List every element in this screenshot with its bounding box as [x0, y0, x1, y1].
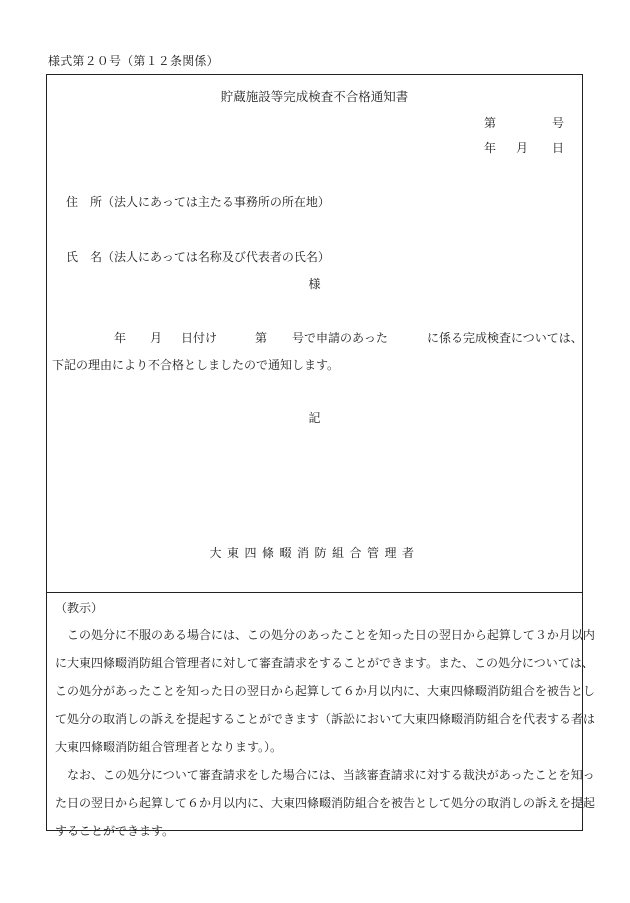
body-month: 月 [150, 331, 163, 345]
date-year: 年 [484, 141, 497, 155]
notice-line: て処分の取消しの訴えを提起することができます（訴訟において大東四條畷消防組合を代表する者は [55, 712, 596, 726]
notice-line: この処分があったことを知った日の翌日から起算して６か月以内に、大東四條畷消防組合を被告とし [55, 684, 595, 698]
body-no: 第 [255, 331, 268, 345]
date-day: 日 [552, 141, 565, 155]
address-label: 住 所（法人にあっては主たる事務所の所在地） [66, 195, 330, 209]
body-line-2: 下記の理由により不合格としましたので通知します。 [52, 358, 340, 372]
body-year: 年 [114, 331, 127, 345]
section-divider [47, 592, 582, 593]
notice-line: この処分に不服のある場合には、この処分のあったことを知った日の翌日から起算して３か月以内 [55, 628, 595, 642]
name-label: 氏 名（法人にあっては名称及び代表者の氏名） [66, 250, 330, 264]
notice-line: た日の翌日から起算して６か月以内に、大東四條畷消防組合を被告として処分の取消しの訴えを提起 [55, 796, 596, 810]
number-suffix: 号 [552, 116, 565, 130]
body-applied: 号で申請のあった [292, 331, 388, 345]
date-month: 月 [516, 141, 529, 155]
body-dated: 日付け [181, 331, 218, 345]
notice-line: することができます。 [55, 824, 175, 838]
ki-heading: 記 [308, 411, 321, 425]
form-number: 様式第２０号（第１２条関係） [48, 54, 219, 68]
notice-line: なお、この処分について審査請求をした場合には、当該審査請求に対する裁決があったことを知っ [55, 768, 595, 782]
notice-line: 大東四條畷消防組合管理者となります。）。 [55, 740, 283, 754]
body-regarding: に係る完成検査については、 [427, 331, 583, 345]
notice-heading: （教示） [55, 601, 104, 615]
document-title: 貯蔵施設等完成検査不合格通知書 [220, 89, 409, 104]
document-frame [46, 74, 596, 838]
notice-line: に大東四條畷消防組合管理者に対して審査請求をすることができます。また、この処分については、 [55, 656, 594, 670]
number-prefix: 第 [484, 116, 497, 130]
honorific: 様 [308, 277, 321, 291]
issuer-name: 大東四條畷消防組合管理者 [209, 546, 420, 560]
